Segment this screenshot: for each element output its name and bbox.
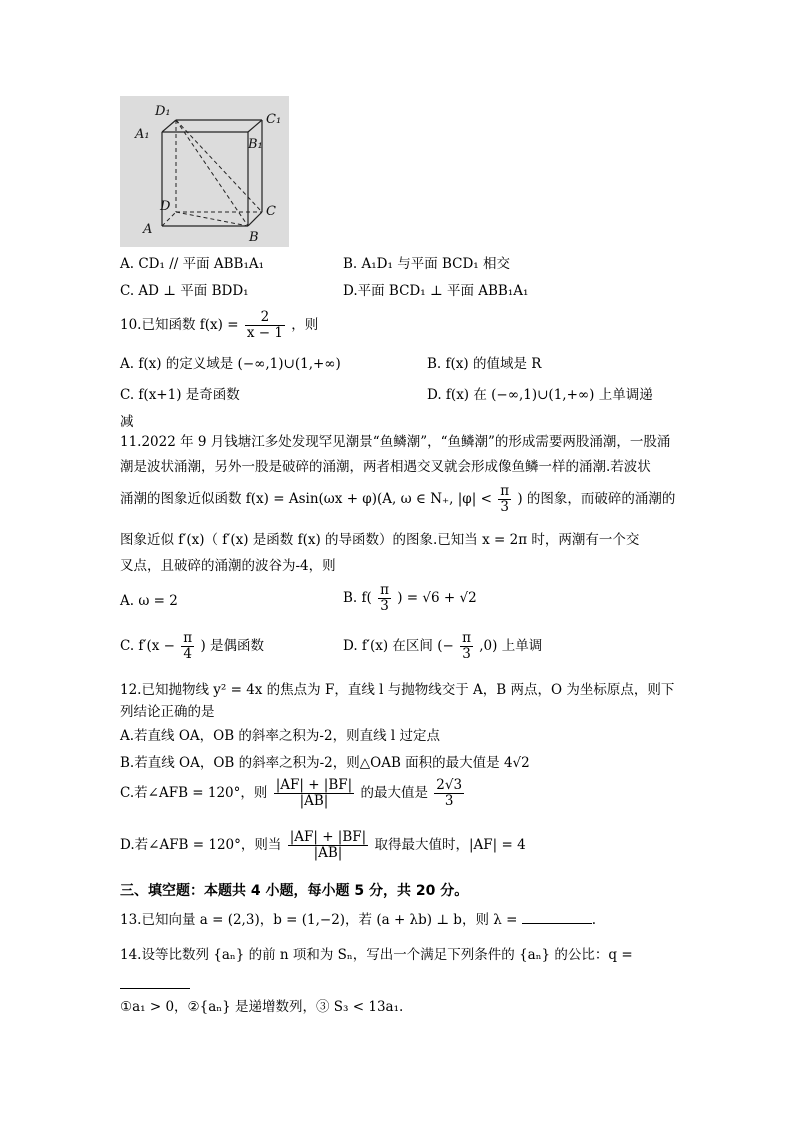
q14-conditions: ①a₁ > 0，②{aₙ} 是递增数列，③ S₃ < 13a₁. (120, 999, 404, 1015)
q11-line-1: 11.2022 年 9 月钱塘江多处发现罕见潮景“鱼鳞潮”，“鱼鳞潮”的形成需要两股涌潮，一股涌 (120, 434, 671, 450)
cube-figure (120, 96, 289, 247)
q11-line-5: 叉点，且破碎的涌潮的波谷为-4，则 (120, 558, 336, 574)
q11-option-a: A. ω = 2 (120, 593, 178, 609)
cube-diagram (120, 96, 289, 247)
label-d: D (160, 199, 171, 214)
q10-option-c: C. f(x+1) 是奇函数 (120, 387, 240, 403)
q10-option-d-continued: 减 (120, 414, 134, 430)
q12-line-1: 12.已知抛物线 y² = 4x 的焦点为 F，直线 l 与抛物线交于 A，B 两点，O 为坐标原点，则下 (120, 682, 675, 698)
q11-option-c: C. f′(x − $\frac{\pi}{4}$ ) 是偶函数 (120, 630, 265, 662)
q14-line-1: 14.设等比数列 {aₙ} 的前 n 项和为 Sₙ，写出一个满足下列条件的 {aₙ} 的公比：q = (120, 947, 633, 963)
label-c1: C₁ (266, 112, 282, 127)
q12-line-2: 列结论正确的是 (120, 704, 215, 720)
q14-answer-blank[interactable] (120, 976, 190, 993)
label-b1: B₁ (248, 137, 263, 152)
q11-line-3: 涌潮的图象近似函数 f(x) = Asin(ωx + φ)(A, ω ∈ N₊, |φ| < $\frac{\pi}{3}$ ) 的图象，而破碎的涌潮的 (120, 483, 676, 515)
q10-stem: 10.已知函数 f(x) = $\frac{2}{x - 1}$ ，则 (120, 309, 319, 341)
q9-option-c: C. AD ⊥ 平面 BDD₁ (120, 283, 249, 299)
q9-option-a: A. CD₁ // 平面 ABB₁A₁ (120, 256, 265, 272)
q10-option-b: B. f(x) 的值域是 R (427, 356, 542, 372)
q11-option-d: D. f′(x) 在区间 (− $\frac{\pi}{3}$ ,0) 上单调 (343, 630, 543, 662)
label-b: B (249, 230, 259, 245)
q9-option-d: D.平面 BCD₁ ⊥ 平面 ABB₁A₁ (343, 283, 529, 299)
q10-option-d: D. f(x) 在 (−∞,1)∪(1,+∞) 上单调递 (427, 387, 653, 403)
q12-option-a: A.若直线 OA，OB 的斜率之积为-2，则直线 l 过定点 (120, 728, 440, 744)
q12-option-c: C.若∠AFB = 120°，则 $\frac{|AF| + |BF|}{|AB|}$ 的最大值是 $\frac{2√3}{3}$ (120, 777, 463, 809)
q10-option-a: A. f(x) 的定义域是 (−∞,1)∪(1,+∞) (120, 356, 341, 372)
label-c: C (266, 204, 276, 219)
q12-option-d: D.若∠AFB = 120°，则当 $\frac{|AF| + |BF|}{|AB|}$ 取得最大值时，|AF| = 4 (120, 829, 526, 861)
label-a1: A₁ (135, 127, 150, 142)
q12-option-b: B.若直线 OA，OB 的斜率之积为-2，则△OAB 面积的最大值是 4√2 (120, 755, 530, 771)
q13-stem: 13.已知向量 a = (2,3)，b = (1,−2)，若 (a + λb) ⊥ b，则 λ = . (120, 912, 596, 928)
section-3-heading: 三、填空题：本题共 4 小题，每小题 5 分，共 20 分。 (120, 883, 469, 899)
q11-option-b: B. f( $\frac{\pi}{3}$ ) = √6 + √2 (343, 582, 477, 614)
q13-answer-blank[interactable] (522, 911, 592, 924)
q9-option-b: B. A₁D₁ 与平面 BCD₁ 相交 (343, 256, 511, 272)
label-d1: D₁ (155, 104, 171, 119)
q11-line-4: 图象近似 f′(x)（ f′(x) 是函数 f(x) 的导函数）的图象.已知当 x = 2π 时，两潮有一个交 (120, 532, 640, 548)
q11-line-2: 潮是波状涌潮，另外一股是破碎的涌潮，两者相遇交叉就会形成像鱼鳞一样的涌潮.若波状 (120, 459, 651, 475)
label-a: A (143, 222, 153, 237)
